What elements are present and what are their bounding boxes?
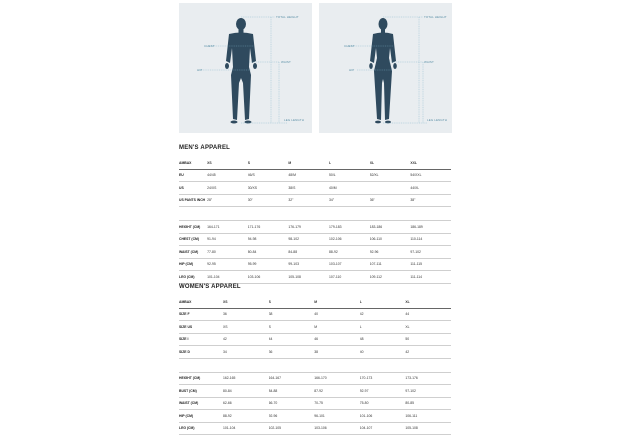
table-cell: L (360, 321, 406, 334)
table-row (179, 221, 451, 234)
men-hip-label: HIP (197, 68, 203, 72)
table-cell: 109-112 (370, 271, 411, 284)
table-row (179, 246, 451, 259)
women-table-header-row (179, 296, 451, 308)
women-body-silhouette (319, 3, 452, 133)
table-row (179, 372, 451, 385)
table-cell: 38 (314, 346, 360, 359)
table-cell: 162-165 (223, 372, 269, 385)
table-cell: 103-106 (248, 271, 289, 284)
table-header-cell: S (269, 296, 315, 308)
row-label: SIZE D (179, 346, 223, 359)
table-cell: 50/L (329, 169, 370, 182)
table-cell: 36 (223, 308, 269, 321)
table-cell: 92-97 (360, 385, 406, 398)
table-cell: 28" (207, 194, 248, 207)
women-total-height-label: TOTAL HEIGHT (424, 15, 447, 19)
table-cell: 97-102 (405, 385, 451, 398)
table-cell: 52/XL (370, 169, 411, 182)
row-label: US (179, 182, 207, 195)
table-cell: 106-111 (405, 410, 451, 423)
table-cell: 103-107 (329, 258, 370, 271)
spacer-cell (360, 358, 406, 372)
spacer-cell (288, 207, 329, 221)
row-label: HIP (CM) (179, 410, 223, 423)
table-cell: 50 (405, 333, 451, 346)
table-spacer-row (179, 207, 451, 221)
spacer-cell (269, 358, 315, 372)
table-cell: 186-189 (410, 221, 451, 234)
table-cell: 24/XS (207, 182, 248, 195)
table-row (179, 410, 451, 423)
row-label: LEG (CM) (179, 422, 223, 435)
table-cell: 179-183 (329, 221, 370, 234)
table-header-cell: M (288, 157, 329, 169)
row-label: BUST (CM) (179, 385, 223, 398)
table-cell: 173-176 (405, 372, 451, 385)
table-cell: 164-167 (269, 372, 315, 385)
table-cell: 84-88 (288, 246, 329, 259)
spacer-cell (207, 207, 248, 221)
table-cell: 84-88 (269, 385, 315, 398)
table-cell: 111-115 (410, 258, 451, 271)
table-cell: 42 (223, 333, 269, 346)
table-cell: 176-179 (288, 221, 329, 234)
table-header-cell: S (248, 157, 289, 169)
spacer-cell (329, 207, 370, 221)
spacer-cell (314, 358, 360, 372)
men-size-table (179, 157, 451, 284)
table-cell: 77-80 (207, 246, 248, 259)
table-cell: 40 (360, 346, 406, 359)
table-row (179, 397, 451, 410)
table-header-cell: XS (223, 296, 269, 308)
table-row (179, 422, 451, 435)
women-waist-label: WAIST (424, 60, 434, 64)
table-cell: 38 (269, 308, 315, 321)
spacer-cell (179, 207, 207, 221)
table-cell: 44 (405, 308, 451, 321)
table-cell: 183-186 (370, 221, 411, 234)
table-header-cell: AMBAX (179, 157, 207, 169)
men-waist-label: WAIST (281, 60, 291, 64)
table-header-cell: XL (370, 157, 411, 169)
table-cell (370, 182, 411, 195)
table-row (179, 194, 451, 207)
table-row (179, 308, 451, 321)
table-cell: 102-106 (329, 233, 370, 246)
table-spacer-row (179, 358, 451, 372)
row-label: SIZE F (179, 308, 223, 321)
table-cell: 38/S (288, 182, 329, 195)
table-row (179, 346, 451, 359)
table-cell: 95-99 (248, 258, 289, 271)
table-cell: 42 (405, 346, 451, 359)
table-header-cell: XS (207, 157, 248, 169)
table-header-cell: XL (405, 296, 451, 308)
men-leg-length-label: LEG LENGTH (284, 118, 305, 122)
table-cell: XS (223, 321, 269, 334)
table-cell: 94-98 (248, 233, 289, 246)
table-cell: 34" (329, 194, 370, 207)
table-header-cell: M (314, 296, 360, 308)
table-row (179, 169, 451, 182)
table-cell: 171-176 (248, 221, 289, 234)
men-chest-label: CHEST (204, 44, 215, 48)
women-leg-length-label: LEG LENGTH (427, 118, 448, 122)
row-label: EU (179, 169, 207, 182)
row-label: SIZE US (179, 321, 223, 334)
table-cell: 36 (269, 346, 315, 359)
table-cell: 170-173 (360, 372, 406, 385)
table-cell: M (314, 321, 360, 334)
table-cell: 36" (370, 194, 411, 207)
table-cell: 30/XS (248, 182, 289, 195)
table-cell: 44/XL (410, 182, 451, 195)
table-cell: 54/XXL (410, 169, 451, 182)
table-cell: 87-92 (314, 385, 360, 398)
table-cell: 91-94 (207, 233, 248, 246)
table-cell: 96-101 (314, 410, 360, 423)
table-cell: 110-114 (410, 233, 451, 246)
table-cell: 105-108 (405, 422, 451, 435)
table-cell: 80-84 (223, 385, 269, 398)
men-body-figure-panel (179, 3, 312, 133)
table-cell: 92-95 (207, 258, 248, 271)
table-cell: 166-170 (314, 372, 360, 385)
spacer-cell (248, 207, 289, 221)
table-header-cell: L (329, 157, 370, 169)
row-label: WAIST (CM) (179, 246, 207, 259)
table-cell: 46 (314, 333, 360, 346)
table-row (179, 258, 451, 271)
table-header-cell: L (360, 296, 406, 308)
table-cell: 103-106 (314, 422, 360, 435)
table-cell: 106-110 (370, 233, 411, 246)
row-label: HIP (CM) (179, 258, 207, 271)
spacer-cell (223, 358, 269, 372)
women-hip-label: HIP (349, 68, 355, 72)
spacer-cell (405, 358, 451, 372)
table-cell: 42 (360, 308, 406, 321)
table-cell: 107-110 (329, 271, 370, 284)
women-chest-label: CHEST (344, 44, 355, 48)
women-size-table (179, 296, 451, 435)
table-cell: 62-66 (223, 397, 269, 410)
row-label: CHEST (CM) (179, 233, 207, 246)
table-cell: S (269, 321, 315, 334)
spacer-cell (179, 358, 223, 372)
men-apparel-title: MEN'S APPAREL (179, 145, 231, 151)
table-cell: 101-104 (207, 271, 248, 284)
table-cell: 88-92 (329, 246, 370, 259)
table-cell: 44 (269, 333, 315, 346)
table-cell: 104-107 (360, 422, 406, 435)
row-label: HEIGHT (CM) (179, 372, 223, 385)
table-cell: 70-75 (314, 397, 360, 410)
table-cell: 75-80 (360, 397, 406, 410)
table-cell: 38" (410, 194, 451, 207)
men-total-height-label: TOTAL HEIGHT (276, 15, 299, 19)
table-cell: 88-92 (223, 410, 269, 423)
table-cell: 92-96 (269, 410, 315, 423)
row-label: WAIST (CM) (179, 397, 223, 410)
table-cell: 48 (360, 333, 406, 346)
table-cell: 32" (288, 194, 329, 207)
table-cell: 111-114 (410, 271, 451, 284)
table-row (179, 321, 451, 334)
table-cell: 105-108 (288, 271, 329, 284)
table-cell: 44/45 (207, 169, 248, 182)
table-cell: 99-103 (288, 258, 329, 271)
row-label: HEIGHT (CM) (179, 221, 207, 234)
men-body-silhouette (179, 3, 312, 133)
table-header-cell: AMBAX (179, 296, 223, 308)
table-cell: 101-106 (360, 410, 406, 423)
table-header-cell: XXL (410, 157, 451, 169)
table-cell: 98-102 (288, 233, 329, 246)
table-cell: 107-111 (370, 258, 411, 271)
table-row (179, 233, 451, 246)
table-cell: 30" (248, 194, 289, 207)
row-label: US PANTS INCH (179, 194, 207, 207)
table-cell: 40/M (329, 182, 370, 195)
women-apparel-title: WOMEN'S APPAREL (179, 284, 241, 290)
table-row (179, 333, 451, 346)
table-row (179, 385, 451, 398)
table-cell: 164-171 (207, 221, 248, 234)
table-cell: 101-104 (223, 422, 269, 435)
table-cell: 40 (314, 308, 360, 321)
table-cell: 80-84 (248, 246, 289, 259)
table-cell: 34 (223, 346, 269, 359)
table-cell: XL (405, 321, 451, 334)
spacer-cell (370, 207, 411, 221)
table-cell: 80-85 (405, 397, 451, 410)
table-cell: 46/S (248, 169, 289, 182)
table-cell: 97-102 (410, 246, 451, 259)
table-row (179, 271, 451, 284)
table-cell: 92-96 (370, 246, 411, 259)
table-cell: 48/M (288, 169, 329, 182)
men-table-header-row (179, 157, 451, 169)
table-row (179, 182, 451, 195)
row-label: LEG (CM) (179, 271, 207, 284)
row-label: SIZE I (179, 333, 223, 346)
spacer-cell (410, 207, 451, 221)
table-cell: 66-70 (269, 397, 315, 410)
women-body-figure-panel (319, 3, 452, 133)
table-cell: 102-105 (269, 422, 315, 435)
